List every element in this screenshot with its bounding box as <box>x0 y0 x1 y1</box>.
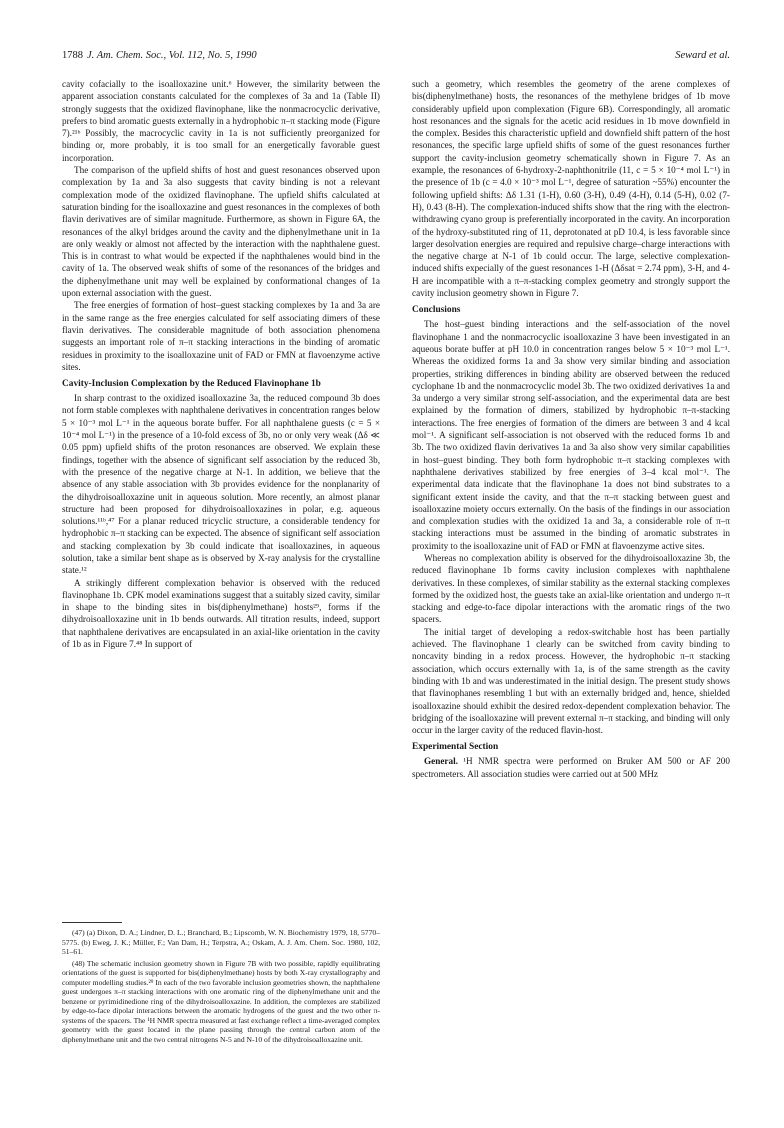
run-in-heading: General. <box>424 756 458 767</box>
section-heading: Experimental Section <box>412 742 499 753</box>
paragraph: The comparison of the upfield shifts of host and guest resonances observed upon complexation by 1a and 3a also suggests that cavity binding is not a relevant complexation mode of the oxidized flavinophane. The upfield shifts calculated at saturation binding for the isoalloxazine and guest resonances in the complexes of both flavin derivatives are of similar magnitude. Furthermore, as shown in Figure 6A, the resonances of the alkyl bridges around the cavity and the diphenylmethane unit in 1a are only weakly or almost not affected by the interaction with the naphthalene guest. This is in contrast to what would be expected if the naphthalenes would bind in the cavity of 1a. The observed weak shifts of some of the resonances of the bridges and the diphenylmethane unit may well be explained by conformational changes of 1a upon external association with the guest. <box>62 165 380 299</box>
author-header: Seward et al. <box>675 50 730 61</box>
paragraph: In sharp contrast to the oxidized isoalloxazine 3a, the reduced compound 3b does not form stable complexes with naphthalene derivatives in concentration ranges below 5 × 10⁻³ mol L⁻¹ in the aqueous borate buffer. For all naphthalene guests (c = 5 × 10⁻⁴ mol L⁻¹) in the presence of a 10-fold excess of 3b, no or only very weak (Δδ ≪ 0.05 ppm) upfield shifts of the proton resonances are observed. We explain these findings, together with the absence of significant self association by the reduced 3b, with the presence of the negative charge at N-1. In addition, we believe that the absence of any stable association with 3b provides evidence for the nonplanarity of the dihydroisoalloxazine unit in aqueous solution. More recently, an almost planar structure had been proposed for dihydroisoalloxazines in polar, e.g. aqueous solutions.¹¹ᵇ,⁴⁷ For a planar reduced tricyclic structure, a considerable tendency for hydrophobic π–π stacking can be expected. The absence of significant self association and stacking complexation by 3b could indicate that isoalloxazines, in aqueous solution, take a similar bent shape as is observed by X-ray analysis for the crystalline state.¹² <box>62 393 380 576</box>
paragraph: A strikingly different complexation behavior is observed with the reduced flavinophane 1b. CPK model examinations suggest that a suitably sized cavity, similar in shape to the binding sites in bis(diphenylmethane) hosts²⁹, forms if the dihydroisoalloxazine unit in 1b bends outwards. All titration results, indeed, support that naphthalene derivatives are encapsulated in an axial-like orientation in the cavity of 1b as in Figure 7.⁴⁸ In support of <box>62 577 380 650</box>
journal-citation: J. Am. Chem. Soc., Vol. 112, No. 5, 1990 <box>87 50 257 61</box>
running-header <box>62 50 730 66</box>
page-header-left <box>62 50 257 61</box>
section-heading: Cavity-Inclusion Complexation by the Reduced Flavinophane 1b <box>62 379 321 390</box>
paragraph: Whereas no complexation ability is observed for the dihydroisoalloxazine 3b, the reduced flavinophane 1b forms cavity inclusion complexes with naphthalene derivatives. In these complexes, of similar stability as the external stacking complexes formed by the oxidized host, the guests take an axial-like orientation and undergo π–π stacking and edge-to-face dipolar interactions with the aromatic rings of the two spacers. <box>412 552 730 625</box>
paragraph-text: ¹H NMR spectra were performed on Bruker AM 500 or AF 200 spectrometers. All association studies were carried out at 500 MHz <box>412 756 730 779</box>
left-column <box>62 78 380 650</box>
paragraph: The host–guest binding interactions and the self-association of the novel flavinophane 1 and the nonmacrocyclic isoalloxazine 3 have been investigated in an aqueous borate buffer at pH 10.0 in concentration ranges below 5 × 10⁻³ mol L⁻¹. Whereas the oxidized forms 1a and 3a show very similar binding and association properties, striking differences in binding ability are observed between the reduced cyclophane 1b and the nonmacrocyclic model 3b. The two oxidized derivatives 1a and 3a undergo a very similar strong self-association, and the experimental data are best explained by the formation of dimers, stabilized by hydrophobic π–π-stacking interactions. The free energies of formation of the dimers are between 3 and 4 kcal mol⁻¹. A significant self-association is not observed with the reduced forms 1b and 3b. The two oxidized flavin derivatives 1a and 3a also show very similar capabilities in host–guest binding. They both form hydrophobic π–π stacking complexes with naphthalene derivatives stabilized by free energies of 3–4 kcal mol⁻¹. The experimental data indicate that the flavinophane 1a does not bind substrates to a significant extent inside the cavity, and that the π–π stacking between guest and isoalloxazine moiety occurs externally. On the basis of the findings in our association and complexation studies with the oxidized 1a and 3a, a considerable role of π–π stacking interactions must be assumed in the binding of aromatic substrates in proximity to the isoalloxazine unit of FAD or FMN at flavoenzyme active sites. <box>412 319 730 551</box>
right-column <box>412 78 730 780</box>
paragraph: The initial target of developing a redox-switchable host has been partially achieved. The flavinophane 1 clearly can be switched from cavity binding to noncavity binding in a redox process. However, the hydrophobic π–π stacking association, which occurs externally with 1a, is of the same strength as the cavity binding with 1b and was underestimated in the initial design. The present study shows that flavinophanes resembling 1 but with an externally bridged and, hence, shielded isoalloxazine should exhibit the desired redox-dependent complexation behavior. The bridging of the isoalloxazine will prevent external π–π stacking, and binding will only occur in the larger cavity of the reduced flavin-host. <box>412 626 730 736</box>
paragraph: The free energies of formation of host–guest stacking complexes by 1a and 3a are in the same range as the free energies calculated for self associating dimers of these flavin derivatives. The considerable magnitude of both association phenomena suggests an important role of π–π stacking interactions in the binding of aromatic residues in proximity to the isoalloxazine unit of FAD or FMN at flavoenzyme active sites. <box>62 300 380 372</box>
page-number: 1788 <box>62 50 83 61</box>
paragraph <box>412 755 730 780</box>
paragraph: cavity cofacially to the isoalloxazine unit.⁶ However, the similarity between the apparent association constants calculated for the complexes of 3a and 1a (Table II) strongly suggests that the oxidized flavinophane, like the nonmacrocyclic derivative, prefers to bind aromatic guests externally in a hydrophobic π–π stacking mode (Figure 7).²¹ᵇ Possibly, the macrocyclic cavity in 1a is not sufficiently preorganized for binding or, more probably, it is too small for an energetically favorable guest incorporation. <box>62 79 380 163</box>
footnotes <box>62 928 380 1046</box>
paragraph: such a geometry, which resembles the geometry of the arene complexes of bis(diphenylmethane) hosts, the resonances of the methylene bridges of 1b move considerably upfield upon complexation (Figure 6B). Correspondingly, all aromatic host resonances and the signals for the acetic acid residues in 1b move downfield in the complex. Besides this characteristic upfield and downfield shift pattern of the host resonances, the specific large upfield shifts of some of the guest resonances further support the cavity-inclusion geometry schematically shown in Figure 7. As an example, the resonances of 6-hydroxy-2-naphthonitrile (11, c = 5 × 10⁻⁴ mol L⁻¹) in the presence of 1b (c = 4.0 × 10⁻³ mol L⁻¹, degree of saturation ~55%) encounter the following upfield shifts: Δδ 1.31 (1-H), 0.60 (3-H), 0.49 (4-H), 0.14 (5-H), 0.02 (7-H), 0.43 (8-H). The complexation-induced shifts show that the ring with the electron-withdrawing cyano group is preferentially incorporated in the cavity. An incorporation of the hydroxy-substituted ring of 11, deprotonated at pD 10.4, is less favorable since larger desolvation energies are required and repulsive charge–charge interactions with the negative charge at N-1 of 1b could occur. The large, selective complexation-induced shifts expecially of the guest resonances 1-H (Δδsat = 2.74 ppm), 3-H, and 4-H are incompatible with a π–π-stacking complex geometry and strongly support the cavity inclusion geometry shown in Figure 7. <box>412 79 730 299</box>
footnote: (47) (a) Dixon, D. A.; Lindner, D. L.; Branchard, B.; Lipscomb, W. N. Biochemistry 1979, 18, 5770–5775. (b) Eweg, J. K.; Müller, F.; Van Dam, H.; Terpstra, A.; Oskam, A. J. Am. Chem. Soc. 1980, 102, 51–61. <box>62 928 380 956</box>
footnote-rule <box>62 922 122 923</box>
section-heading: Conclusions <box>412 305 461 316</box>
footnote: (48) The schematic inclusion geometry shown in Figure 7B with two possible, rapidly equilibrating orientations of the guest is supported for bis(diphenylmethane) hosts by both X-ray crystallography and computer modelling studies.²⁹ In each of the two favorable inclusion geometries shown, the naphthalene guest undergoes π–π stacking interactions with one aromatic ring of the diphenylmethane unit and the benzene or pyrimidinedione ring of the dihydroisoalloxazine. In addition, the complexes are stabilized by edge-to-face dipolar interactions between the aromatic hydrogens of the guest and the two other π-systems of the spacers. The ¹H NMR spectra measured at fast exchange reflect a time-averaged complex geometry with the guest located in the plane passing through the central carbon atom of the diphenylmethane unit and the two central nitrogens N-5 and N-10 of the dihydroisoalloxazine unit. <box>62 958 380 1044</box>
